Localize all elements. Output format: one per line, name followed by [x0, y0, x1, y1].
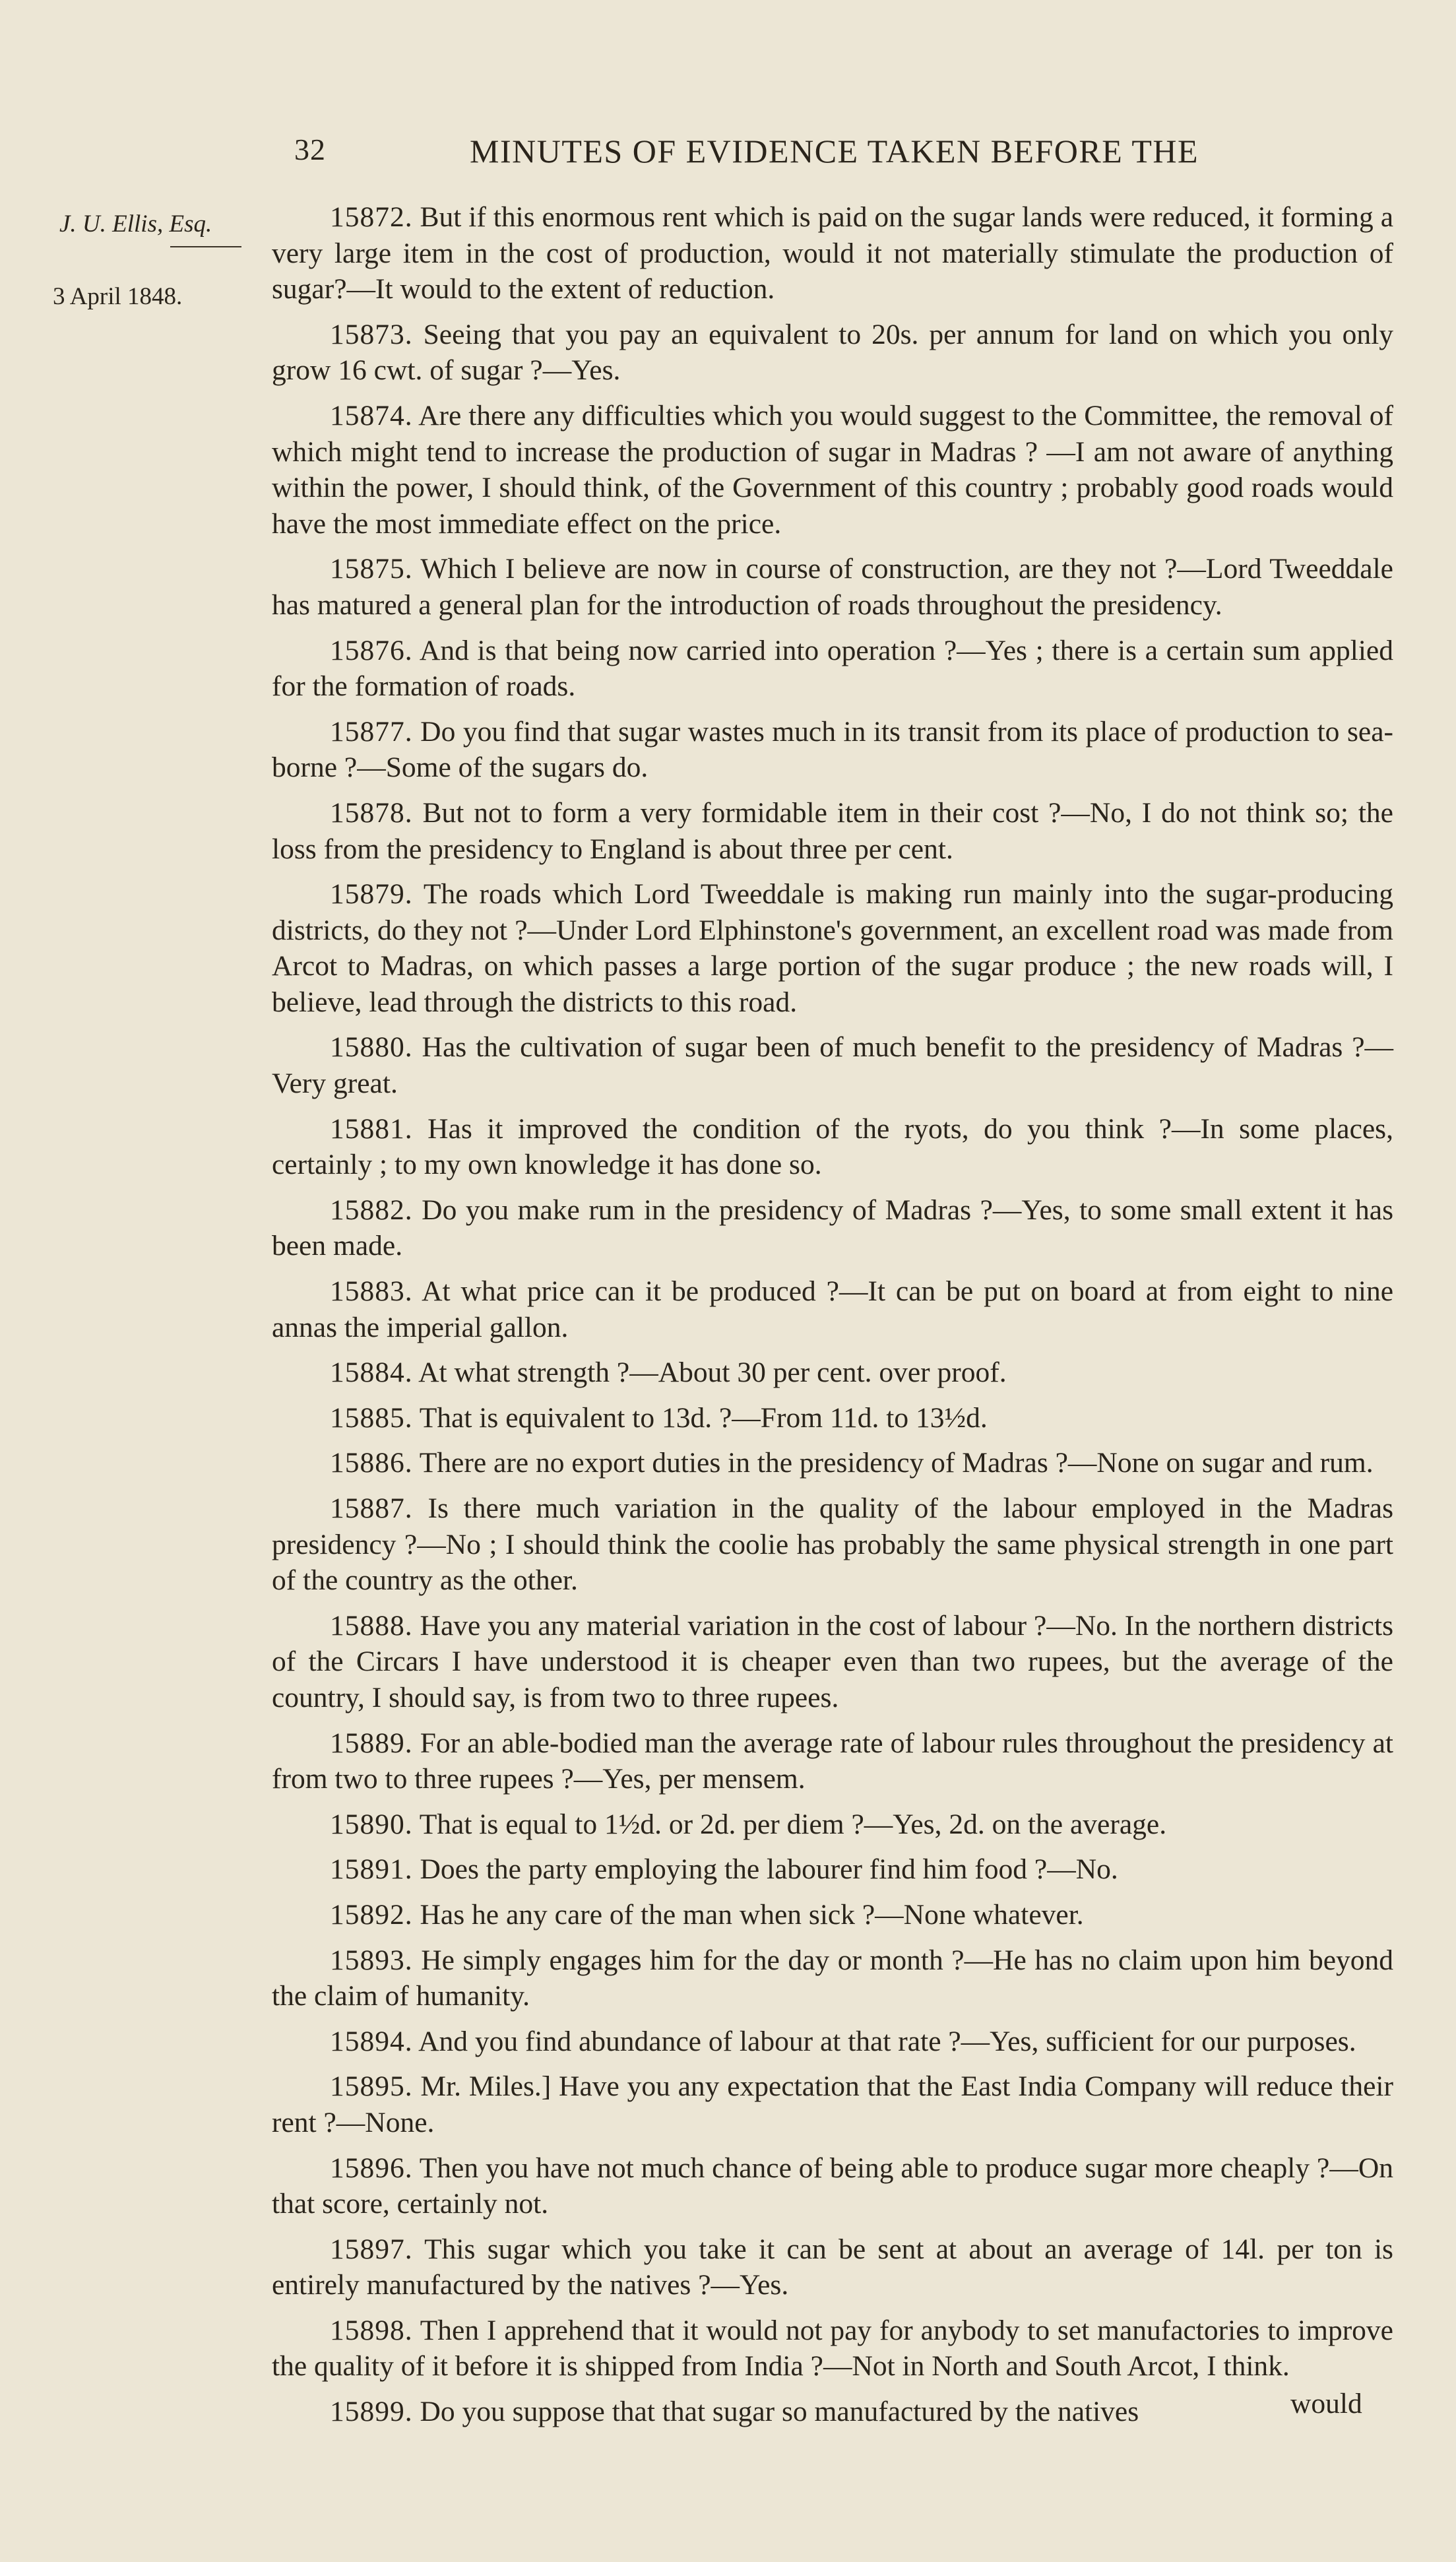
question-number: 15883.	[330, 1275, 413, 1308]
question-number: 15886.	[330, 1447, 413, 1479]
evidence-paragraph	[272, 2068, 1393, 2140]
question-text: There are no export duties in the presidency of Madras ?—None on sugar and rum.	[419, 1447, 1374, 1479]
evidence-paragraph	[272, 1725, 1393, 1797]
question-text: Do you find that sugar wastes much in its transit from its place of production to sea-borne ?—Some of the sugars do.	[272, 715, 1393, 784]
evidence-paragraph	[272, 1355, 1393, 1391]
evidence-paragraph	[272, 317, 1393, 389]
evidence-paragraph	[272, 1400, 1393, 1436]
question-text: Has it improved the condition of the ryots, do you think ?—In some places, certainly ; to my own knowledge it has done so.	[272, 1112, 1393, 1181]
question-number: 15876.	[330, 634, 413, 666]
catchword: would	[1290, 2388, 1362, 2419]
question-number: 15889.	[330, 1727, 413, 1759]
question-text: And you find abundance of labour at that rate ?—Yes, sufficient for our purposes.	[418, 2025, 1356, 2057]
question-text: Do you make rum in the presidency of Madras ?—Yes, to some small extent it has been made.	[272, 1194, 1394, 1262]
question-number: 15890.	[330, 1808, 413, 1840]
question-number: 15895.	[330, 2070, 413, 2103]
evidence-paragraph	[272, 714, 1393, 786]
question-text: Is there much variation in the quality of the labour employed in the Madras presidency ?—No ; I should think the coolie has probably the same physical strength in one part of the country as the other.	[272, 1492, 1394, 1597]
question-text: Mr. Miles.] Have you any expectation that the East India Company will reduce their rent ?—None.	[272, 2070, 1393, 2138]
evidence-paragraph	[272, 2394, 1393, 2430]
question-number: 15872.	[330, 201, 413, 233]
question-text: Then I apprehend that it would not pay for anybody to set manufactories to improve the quality of it before it is shipped from India ?—Not in North and South Arcot, I think.	[272, 2314, 1393, 2383]
question-number: 15882.	[330, 1194, 413, 1226]
evidence-paragraph	[272, 1445, 1393, 1481]
hearing-date: 3 April 1848.	[53, 283, 183, 310]
question-text: The roads which Lord Tweeddale is making run mainly into the sugar-producing districts, do they not ?—Under Lord Elphinstone's government, an excellent road was made from Arcot to Madras, on which passes a large portion of the sugar produce ; the new roads will, I believe, lead through the districts to this road.	[272, 878, 1393, 1018]
question-number: 15899.	[330, 2396, 413, 2428]
page-title: MINUTES OF EVIDENCE TAKEN BEFORE THE	[470, 133, 1199, 170]
evidence-paragraph	[272, 2024, 1393, 2060]
evidence-paragraph	[272, 2150, 1393, 2222]
question-text: But not to form a very formidable item in their cost ?—No, I do not think so; the loss from the presidency to England is about three per cent.	[272, 796, 1393, 865]
evidence-paragraph	[272, 1490, 1393, 1599]
question-number: 15880.	[330, 1031, 413, 1064]
question-number: 15898.	[330, 2314, 413, 2346]
evidence-paragraph	[272, 876, 1393, 1020]
question-text: Seeing that you pay an equivalent to 20s. per annum for land on which you only grow 16 cwt. of sugar ?—Yes.	[272, 318, 1394, 387]
question-text: Does the party employing the labourer find him food ?—No.	[420, 1853, 1118, 1886]
question-text: Have you any material variation in the cost of labour ?—No. In the northern districts of the Circars I have understood it is cheaper even than two rupees, but the average of the country, I should say, is from two to three rupees.	[272, 1609, 1394, 1713]
question-number: 15892.	[330, 1898, 413, 1931]
evidence-paragraph	[272, 1273, 1393, 1345]
evidence-paragraph	[272, 795, 1393, 867]
evidence-body	[272, 199, 1393, 2439]
evidence-paragraph	[272, 1111, 1393, 1183]
witness-name: J. U. Ellis, Esq.	[59, 210, 212, 238]
question-number: 15879.	[330, 878, 413, 911]
question-text: For an able-bodied man the average rate of labour rules throughout the presidency at from two to three rupees ?—Yes, per mensem.	[272, 1727, 1394, 1795]
question-number: 15873.	[330, 318, 413, 350]
question-text: Are there any difficulties which you would suggest to the Committee, the removal of which might tend to increase the production of sugar in Madras ? —I am not aware of anything within the power, I should think, of the Government of this country ; probably good roads would have the most immediate effect on the price.	[272, 399, 1393, 540]
evidence-paragraph	[272, 1807, 1393, 1843]
question-number: 15897.	[330, 2233, 413, 2265]
evidence-paragraph	[272, 2313, 1393, 2385]
question-text: At what price can it be produced ?—It can be put on board at from eight to nine annas the imperial gallon.	[272, 1275, 1393, 1343]
question-text: Which I believe are now in course of construction, are they not ?—Lord Tweeddale has matured a general plan for the introduction of roads throughout the presidency.	[272, 553, 1393, 621]
question-text: Do you suppose that that sugar so manufactured by the natives	[420, 2396, 1139, 2428]
question-number: 15877.	[330, 715, 413, 748]
evidence-paragraph	[272, 1192, 1393, 1264]
question-number: 15896.	[330, 2152, 413, 2184]
evidence-paragraph	[272, 1851, 1393, 1888]
question-text: This sugar which you take it can be sent at about an average of 14l. per ton is entirely manufactured by the natives ?—Yes.	[272, 2233, 1393, 2301]
question-number: 15875.	[330, 553, 413, 585]
margin-rule	[170, 246, 241, 247]
question-text: Has the cultivation of sugar been of much benefit to the presidency of Madras ?—Very great.	[272, 1031, 1394, 1100]
evidence-paragraph	[272, 1942, 1393, 2014]
question-text: That is equal to 1½d. or 2d. per diem ?—Yes, 2d. on the average.	[419, 1808, 1167, 1840]
question-number: 15887.	[330, 1492, 413, 1524]
question-number: 15894.	[330, 2025, 413, 2057]
question-text: Has he any care of the man when sick ?—None whatever.	[420, 1898, 1084, 1931]
page-header	[0, 132, 1456, 178]
evidence-paragraph	[272, 398, 1393, 542]
evidence-paragraph	[272, 1897, 1393, 1933]
evidence-paragraph	[272, 199, 1393, 307]
evidence-paragraph	[272, 633, 1393, 705]
question-number: 15893.	[330, 1944, 413, 1976]
question-number: 15885.	[330, 1401, 413, 1434]
question-text: And is that being now carried into operation ?—Yes ; there is a certain sum applied for the formation of roads.	[272, 634, 1393, 703]
evidence-paragraph	[272, 551, 1393, 623]
question-text: Then you have not much chance of being able to produce sugar more cheaply ?—On that score, certainly not.	[272, 2152, 1393, 2220]
question-text: That is equivalent to 13d. ?—From 11d. to 13½d.	[419, 1401, 988, 1434]
question-text: But if this enormous rent which is paid on the sugar lands were reduced, it forming a very large item in the cost of production, would it not materially stimulate the production of sugar?—It would to the extent of reduction.	[272, 201, 1394, 305]
question-number: 15874.	[330, 399, 413, 432]
question-number: 15884.	[330, 1357, 413, 1389]
question-text: He simply engages him for the day or month ?—He has no claim upon him beyond the claim of humanity.	[272, 1944, 1393, 2012]
question-text: At what strength ?—About 30 per cent. over proof.	[418, 1357, 1007, 1389]
question-number: 15881.	[330, 1112, 413, 1145]
page-number: 32	[294, 133, 326, 166]
question-number: 15891.	[330, 1853, 413, 1886]
evidence-paragraph	[272, 1029, 1393, 1101]
evidence-paragraph	[272, 2231, 1393, 2303]
question-number: 15878.	[330, 796, 413, 829]
question-number: 15888.	[330, 1609, 413, 1642]
evidence-paragraph	[272, 1608, 1393, 1716]
